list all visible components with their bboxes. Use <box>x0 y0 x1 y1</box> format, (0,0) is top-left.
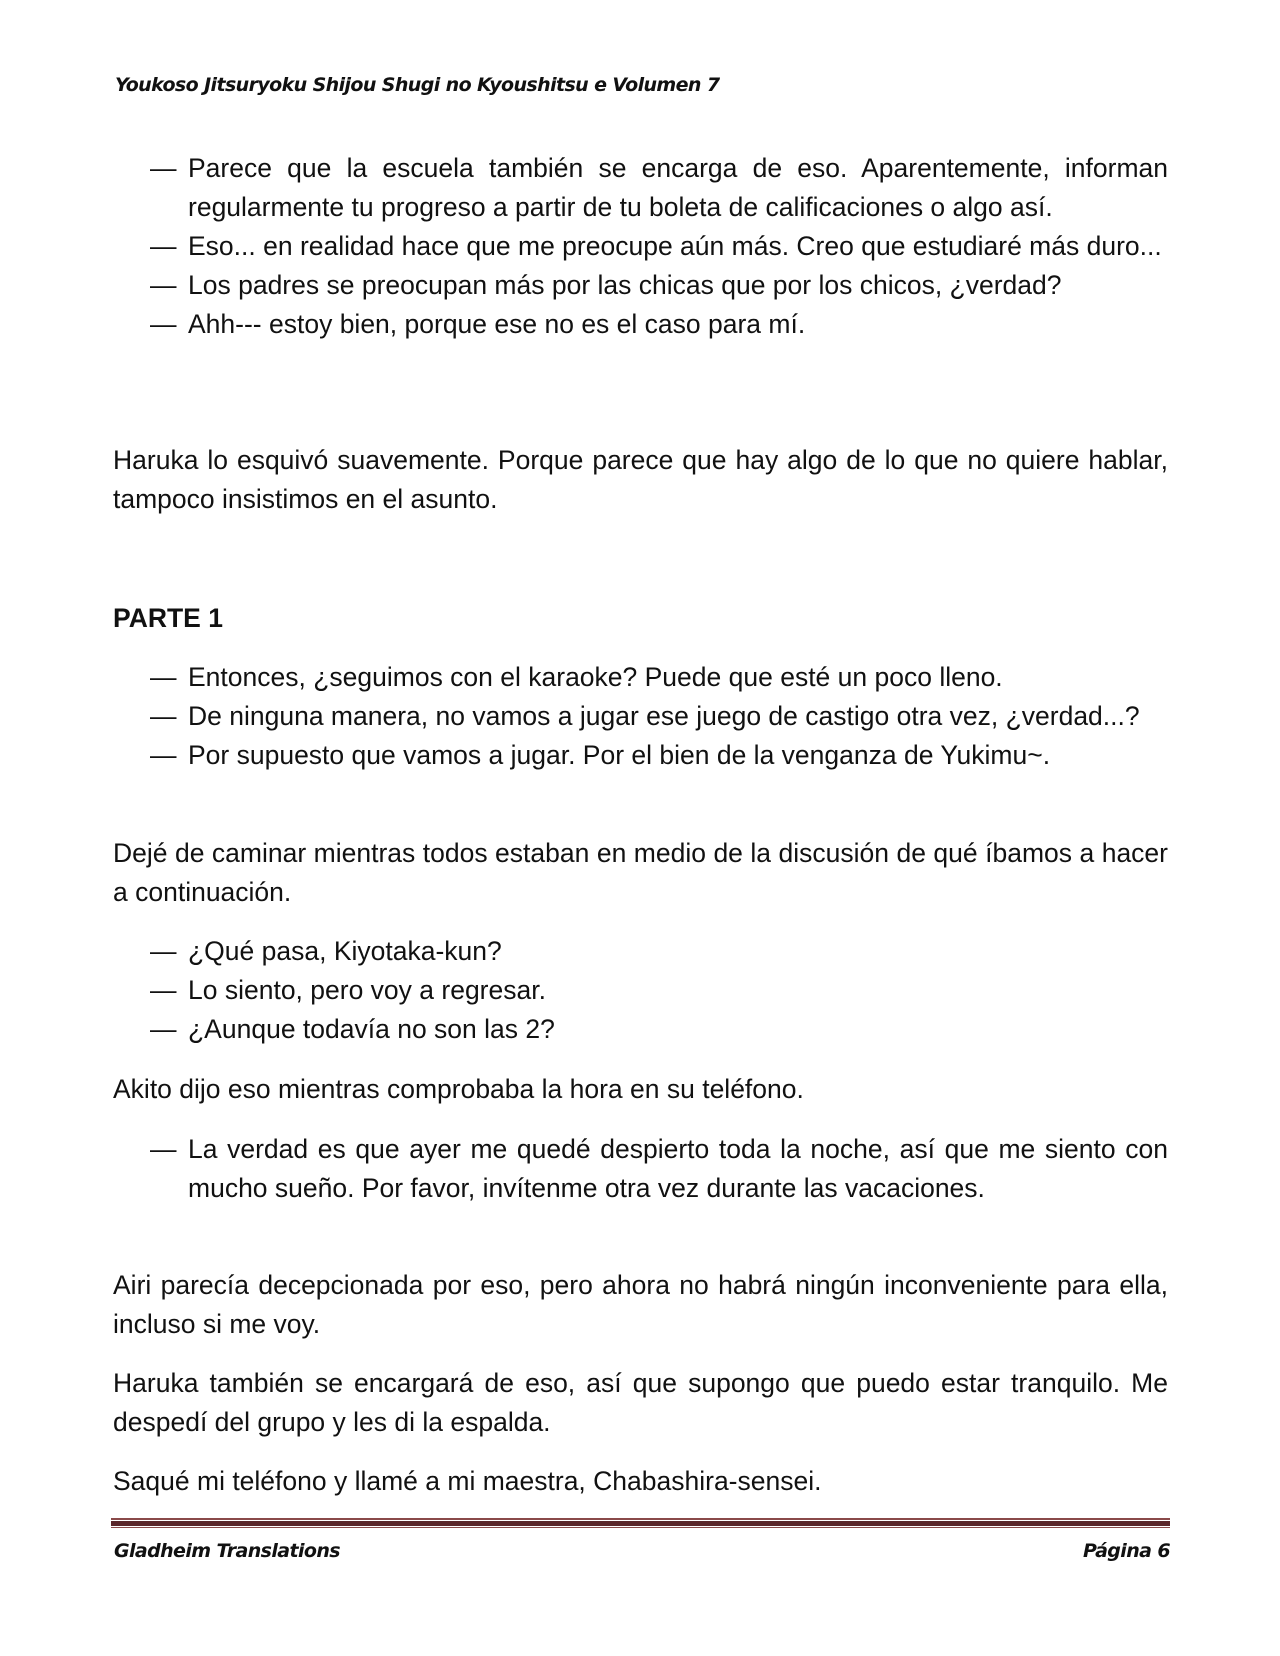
paragraph: Dejé de caminar mientras todos estaban en medio de la discusión de qué íbamos a hacer a continuación. <box>113 838 1168 907</box>
dialogue-dash: — <box>150 1134 177 1164</box>
page-header-title: Youkoso Jitsuryoku Shijou Shugi no Kyoushitsu e Volumen 7 <box>115 74 720 96</box>
dialogue-text: De ninguna manera, no vamos a jugar ese juego de castigo otra vez, ¿verdad...? <box>188 701 1140 731</box>
paragraph: Saqué mi teléfono y llamé a mi maestra, Chabashira-sensei. <box>113 1466 822 1496</box>
dialogue-line <box>113 1130 1168 1208</box>
dialogue-line <box>113 305 1168 344</box>
paragraph: Haruka también se encargará de eso, así que supongo que puedo estar tranquilo. Me despedí del grupo y les di la espalda. <box>113 1368 1168 1437</box>
dialogue-dash: — <box>150 936 177 966</box>
dialogue-line <box>113 971 1168 1010</box>
dialogue-text: Parece que la escuela también se encarga de eso. Aparentemente, informan regularmente tu progreso a partir de tu boleta de calificaciones o algo así. <box>188 153 1168 222</box>
dialogue-line <box>113 149 1168 227</box>
dialogue-dash: — <box>150 270 177 300</box>
dialogue-text: La verdad es que ayer me quedé despierto toda la noche, así que me siento con mucho sueño. Por favor, invítenme otra vez durante las vacaciones. <box>188 1134 1168 1203</box>
dialogue-dash: — <box>150 309 177 339</box>
dialogue-text: ¿Aunque todavía no son las 2? <box>188 1014 555 1044</box>
footer-rule <box>111 1521 1170 1526</box>
dialogue-text: Lo siento, pero voy a regresar. <box>188 975 546 1005</box>
dialogue-list <box>113 932 1168 1049</box>
section-heading: PARTE 1 <box>113 603 223 633</box>
dialogue-text: Ahh--- estoy bien, porque ese no es el caso para mí. <box>188 309 806 339</box>
dialogue-dash: — <box>150 1014 177 1044</box>
dialogue-line <box>113 658 1168 697</box>
dialogue-text: Por supuesto que vamos a jugar. Por el bien de la venganza de Yukimu~. <box>188 740 1051 770</box>
dialogue-list <box>113 658 1168 775</box>
paragraph: Akito dijo eso mientras comprobaba la hora en su teléfono. <box>113 1074 804 1104</box>
page-number: Página 6 <box>1082 1540 1170 1562</box>
dialogue-text: Entonces, ¿seguimos con el karaoke? Puede que esté un poco lleno. <box>188 662 1003 692</box>
dialogue-dash: — <box>150 153 177 183</box>
dialogue-text: Eso... en realidad hace que me preocupe aún más. Creo que estudiaré más duro... <box>188 231 1162 261</box>
footer-rule <box>111 1518 1170 1520</box>
dialogue-dash: — <box>150 231 177 261</box>
dialogue-list <box>113 149 1168 344</box>
dialogue-list <box>113 1130 1168 1208</box>
dialogue-dash: — <box>150 975 177 1005</box>
paragraph: Haruka lo esquivó suavemente. Porque parece que hay algo de lo que no quiere hablar, tampoco insistimos en el asunto. <box>113 445 1168 514</box>
dialogue-line <box>113 1010 1168 1049</box>
footer-rule <box>111 1527 1170 1528</box>
dialogue-dash: — <box>150 662 177 692</box>
dialogue-line <box>113 227 1168 266</box>
dialogue-line <box>113 736 1168 775</box>
dialogue-line <box>113 932 1168 971</box>
paragraph: Airi parecía decepcionada por eso, pero ahora no habrá ningún inconveniente para ella, incluso si me voy. <box>113 1270 1168 1339</box>
dialogue-dash: — <box>150 701 177 731</box>
dialogue-text: Los padres se preocupan más por las chicas que por los chicos, ¿verdad? <box>188 270 1062 300</box>
dialogue-dash: — <box>150 740 177 770</box>
dialogue-line <box>113 697 1168 736</box>
footer-credit: Gladheim Translations <box>114 1540 340 1562</box>
dialogue-line <box>113 266 1168 305</box>
dialogue-text: ¿Qué pasa, Kiyotaka-kun? <box>188 936 502 966</box>
